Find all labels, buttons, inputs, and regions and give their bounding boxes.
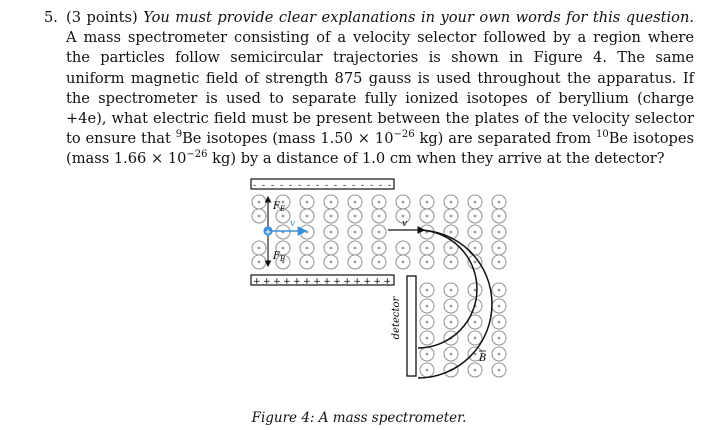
field-dot-center	[498, 215, 501, 218]
field-dot-center	[450, 289, 453, 292]
field-dot-center	[402, 215, 405, 218]
field-dot-center	[450, 247, 453, 250]
field-dot-center	[378, 231, 381, 234]
problem-text-4: Be isotopes (mass 1.66 × 10	[66, 130, 695, 168]
field-dot-center	[258, 201, 261, 204]
field-dot-center	[498, 369, 501, 372]
field-dot-center	[450, 353, 453, 356]
field-dot-center	[354, 201, 357, 204]
label-fe: $F_E$	[273, 201, 286, 213]
field-dot-center	[402, 247, 405, 250]
problem-number: 5.	[44, 9, 58, 26]
field-dot-center	[306, 215, 309, 218]
field-dot-center	[498, 321, 501, 324]
field-dot-center	[378, 215, 381, 218]
field-dot-center	[498, 305, 501, 308]
field-dot-center	[426, 215, 429, 218]
field-dot-center	[426, 247, 429, 250]
field-dot-center	[450, 231, 453, 234]
field-dot-center	[474, 289, 477, 292]
field-dot-center	[474, 247, 477, 250]
field-dot-center	[330, 201, 333, 204]
field-dot-center	[498, 261, 501, 264]
problem-text-2: Be isotopes (mass 1.50 × 10	[182, 130, 394, 148]
isotope-a-mass-number: 9	[175, 129, 183, 141]
field-dot-center	[426, 289, 429, 292]
field-dot-center	[282, 201, 285, 204]
field-dot-center	[258, 215, 261, 218]
field-dot-center	[474, 201, 477, 204]
field-dot-center	[426, 201, 429, 204]
problem-text-3: kg) are separated from	[414, 130, 596, 148]
field-dot-center	[378, 201, 381, 204]
field-dot-center	[474, 215, 477, 218]
field-dot-center	[402, 261, 405, 264]
field-dot-center	[474, 337, 477, 340]
figure-caption: Figure 4: A mass spectrometer.	[251, 410, 467, 426]
label-v-beam: v	[402, 219, 408, 229]
field-dot-center	[378, 247, 381, 250]
field-dot-center	[498, 289, 501, 292]
isotope-b-mass-number: 10	[595, 129, 609, 141]
points-label: (3 points)	[66, 9, 138, 26]
field-dot-center	[306, 247, 309, 250]
field-dot-center	[498, 337, 501, 340]
field-dot-center	[354, 215, 357, 218]
field-dot-center	[450, 261, 453, 264]
bottom-plate-signs: + + + + + + + + + + + + + +	[253, 277, 391, 287]
exponent-b: −26	[186, 149, 208, 161]
field-dot-center	[498, 231, 501, 234]
problem-text-5: kg) by a distance of 1.0 cm when they arrive at the detector?	[207, 150, 665, 168]
field-dot-center	[426, 369, 429, 372]
exponent-a: −26	[393, 129, 415, 141]
field-dot-center	[426, 305, 429, 308]
field-dot-center	[474, 261, 477, 264]
detector	[407, 276, 416, 376]
field-dot-center	[402, 201, 405, 204]
field-dot-center	[426, 261, 429, 264]
label-fb: $F_B$	[273, 251, 286, 263]
field-dot-center	[282, 215, 285, 218]
field-dot-center	[354, 231, 357, 234]
problem-text-1: A mass spectrometer consisting of a velocity selector followed by a region where the particles follow semicircular trajectories is shown in Figure 4. The same uniform magnetic field of strength 875 gauss is used throughout the apparatus. If the spectrometer is used to separate fully ionized isotopes of beryllium (charge +4e), what electric field must be present between the plates of the velocity selector to ensure that	[66, 29, 694, 148]
field-dot-center	[330, 247, 333, 250]
field-dot-center	[450, 321, 453, 324]
top-plate-signs: - - - - - - - - - - - - - - - -	[253, 181, 391, 191]
field-dot-center	[282, 247, 285, 250]
field-dot-center	[330, 261, 333, 264]
field-dot-center	[498, 353, 501, 356]
field-dot-center	[258, 261, 261, 264]
field-dot-center	[306, 201, 309, 204]
field-dot-center	[450, 201, 453, 204]
label-v-selector: v	[290, 219, 296, 229]
field-dot-center	[474, 321, 477, 324]
field-dot-center	[330, 215, 333, 218]
field-dot-center	[498, 247, 501, 250]
field-dot-center	[426, 321, 429, 324]
field-dot-center	[450, 305, 453, 308]
field-dot-center	[450, 215, 453, 218]
field-dot-center	[498, 201, 501, 204]
field-dot-center	[426, 337, 429, 340]
field-dot-center	[474, 369, 477, 372]
field-dot-center	[306, 261, 309, 264]
label-b: B	[479, 353, 487, 364]
field-dot-center	[474, 231, 477, 234]
field-dot-center	[258, 247, 261, 250]
detector-label: detector	[391, 296, 402, 340]
field-dot-center	[354, 247, 357, 250]
field-dot-center	[426, 353, 429, 356]
particle-sign: +	[264, 226, 272, 237]
field-dot-center	[354, 261, 357, 264]
instruction-text: You must provide clear explanations in your own words for this question.	[143, 9, 694, 26]
field-dot-center	[378, 261, 381, 264]
field-dot-center	[306, 231, 309, 234]
field-dot-center	[330, 231, 333, 234]
